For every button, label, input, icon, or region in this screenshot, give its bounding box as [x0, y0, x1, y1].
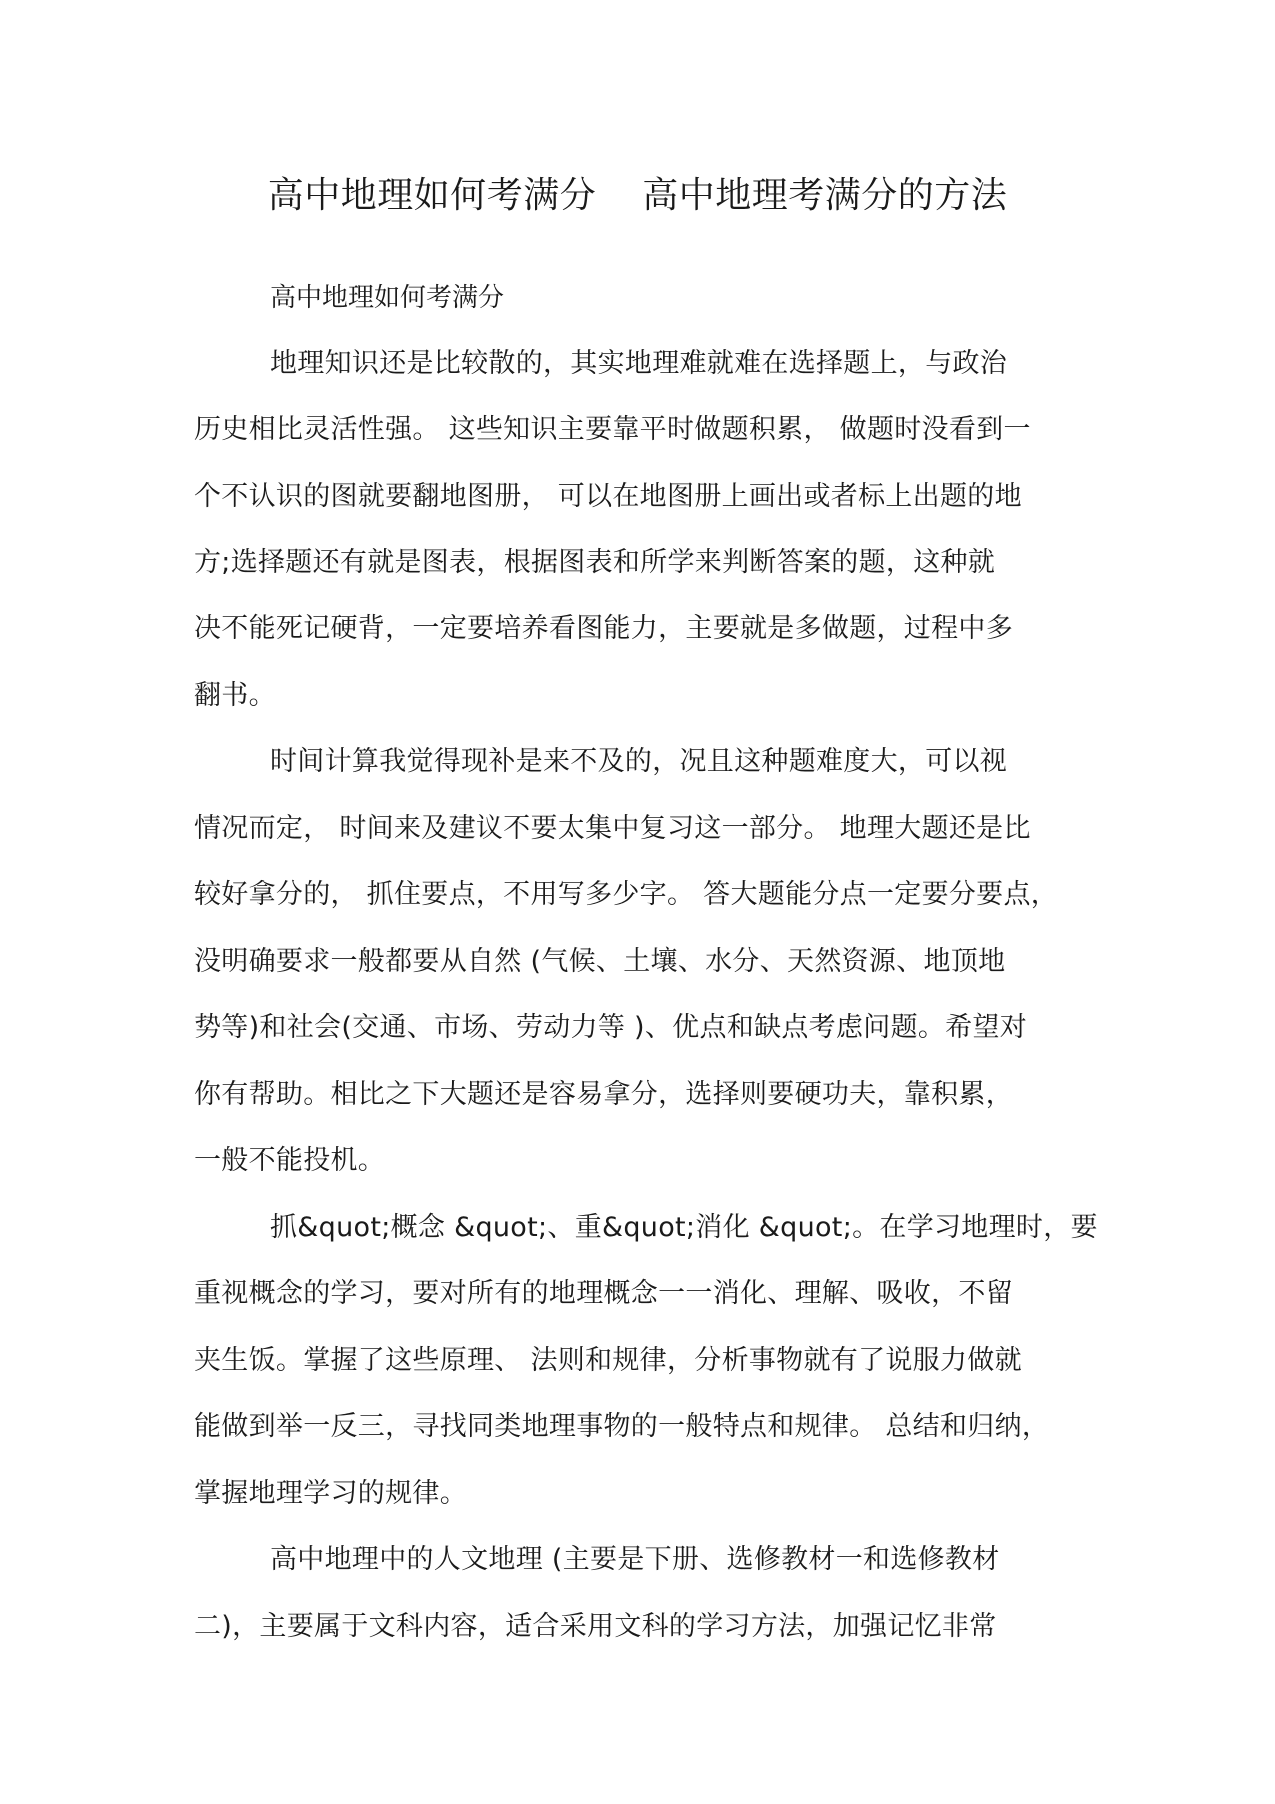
paragraph-line: 时间计算我觉得现补是来不及的，况且这种题难度大，可以视 [270, 746, 1008, 777]
paragraph-line: 较好拿分的， 抓住要点，不用写多少字。 答大题能分点一定要分要点， [194, 879, 1059, 910]
paragraph-line: 历史相比灵活性强。 这些知识主要靠平时做题积累， 做题时没看到一 [194, 414, 1031, 445]
paragraph-line: 一般不能投机。 [194, 1145, 386, 1176]
paragraph-line: 高中地理中的人文地理 (主要是下册、选修教材一和选修教材 [270, 1544, 1000, 1575]
paragraph-line: 翻书。 [194, 680, 276, 711]
paragraph-line: 个不认识的图就要翻地图册， 可以在地图册上画出或者标上出题的地 [194, 481, 1022, 512]
paragraph-line: 二)，主要属于文科内容，适合采用文科的学习方法，加强记忆非常 [194, 1611, 997, 1642]
paragraph-line: 掌握地理学习的规律。 [194, 1478, 467, 1509]
document-title: 高中地理如何考满分 高中地理考满分的方法 [267, 175, 1008, 216]
paragraph-line: 决不能死记硬背，一定要培养看图能力，主要就是多做题，过程中多 [194, 613, 1013, 644]
paragraph-line: 你有帮助。相比之下大题还是容易拿分，选择则要硬功夫，靠积累， [194, 1079, 1013, 1110]
section-heading: 高中地理如何考满分 [270, 283, 505, 313]
paragraph-line: 抓&quot;概念 &quot;、重&quot;消化 &quot;。在学习地理时，要 [270, 1212, 1098, 1243]
paragraph-line: 方;选择题还有就是图表，根据图表和所学来判断答案的题，这种就 [194, 547, 996, 578]
paragraph-line: 夹生饭。掌握了这些原理、 法则和规律，分析事物就有了说服力做就 [194, 1345, 1022, 1376]
paragraph-line: 重视概念的学习，要对所有的地理概念一一消化、理解、吸收，不留 [194, 1278, 1013, 1309]
paragraph-line: 地理知识还是比较散的，其实地理难就难在选择题上，与政治 [270, 348, 1008, 379]
paragraph-line: 没明确要求一般都要从自然 (气候、土壤、水分、天然资源、地顶地 [194, 946, 1006, 977]
paragraph-line: 情况而定， 时间来及建议不要太集中复习这一部分。 地理大题还是比 [194, 813, 1031, 844]
paragraph-line: 势等)和社会(交通、市场、劳动力等 )、优点和缺点考虑问题。希望对 [194, 1012, 1028, 1043]
paragraph-line: 能做到举一反三，寻找同类地理事物的一般特点和规律。 总结和归纳， [194, 1411, 1050, 1442]
